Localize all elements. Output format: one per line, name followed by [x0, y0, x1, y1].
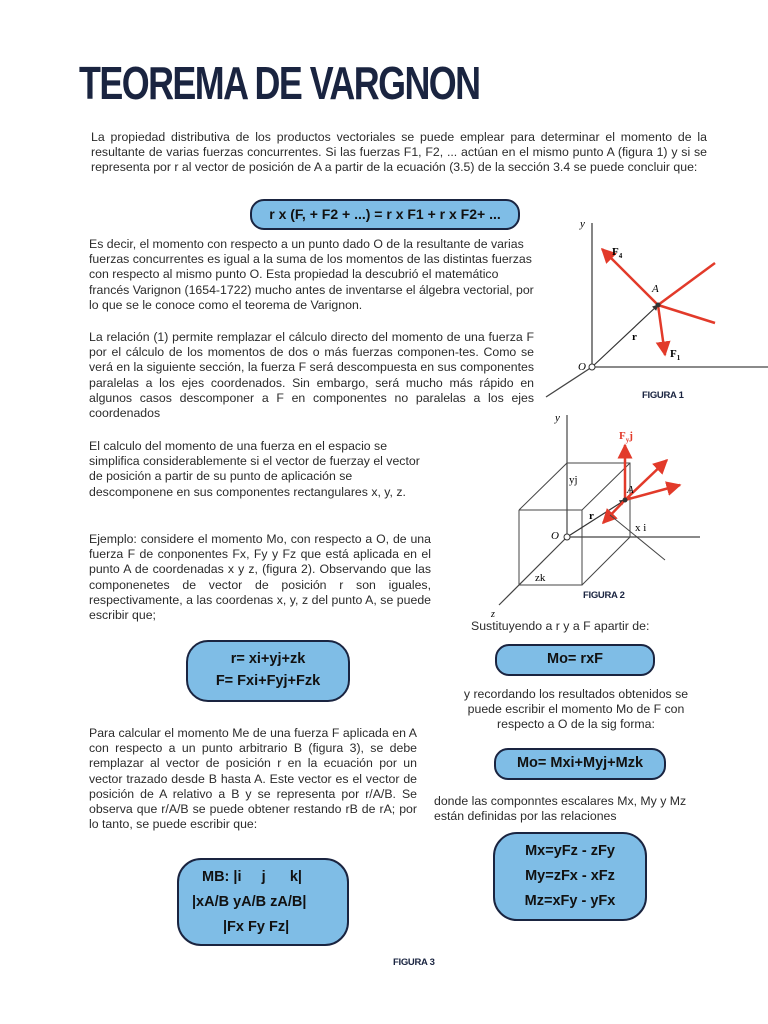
fig2-z-axis: [499, 537, 567, 605]
fig2-origin-point: [564, 534, 570, 540]
recalling-paragraph: y recordando los resultados obtenidos se puede escribir el momento Mo de F con respecto a O de la sig forma:: [463, 687, 689, 732]
fig1-label-a: A: [652, 283, 659, 295]
fig2-label-o: O: [551, 530, 559, 542]
fig1-f3-arrow: [658, 305, 715, 323]
formula-mx: Mx=yFz - zFy: [525, 843, 615, 859]
fig1-f4-arrow: [602, 249, 658, 305]
formula-my: My=zFx - xFz: [525, 868, 615, 884]
fig2-label-yj: yj: [569, 474, 578, 486]
page-title: TEOREMA DE VARGNON: [79, 57, 480, 109]
formula-mb-box: [177, 858, 349, 946]
fig2-label-y: y: [555, 412, 560, 424]
formula-mz: Mz=xFy - yFx: [524, 893, 616, 909]
formula-r: r= xi+yj+zk: [230, 651, 306, 667]
figure-2-diagram: [485, 405, 715, 620]
fig2-label-fy: $F_yj$: [619, 430, 633, 444]
formula-mb-row3: |Fx Fy Fz|: [223, 919, 290, 935]
fig2-r-vector: [567, 500, 625, 537]
example-paragraph: Ejemplo: considere el momento Mo, con respecto a O, de una fuerza F de conponentes Fx, Fy y Fz que está aplicada en el punto A de coordenadas x y z, (figura 2). Observando que las componenetes de vector de posición r son iguales, respectivamente, a las coordenas x, y, z del punto A, se puede escribir que;: [89, 532, 431, 623]
formula-components-box: [493, 832, 647, 921]
fig1-f1-arrow: [658, 305, 665, 355]
formula-mo-full: Mo= Mxi+Myj+Mzk: [516, 755, 644, 771]
formula-f: F= Fxi+Fyj+Fzk: [215, 673, 321, 689]
fig1-label-o: O: [578, 361, 586, 373]
figure-3-caption: FIGURA 3: [393, 957, 435, 968]
formula-mb-row1: MB: |i j k|: [202, 869, 302, 885]
fig1-r-vector: [592, 305, 658, 367]
fig2-label-a: A: [627, 484, 634, 496]
formula-main-box: [250, 199, 520, 230]
formula-mo: Mo= rxF: [547, 651, 603, 667]
intro-paragraph: La propiedad distributiva de los productos vectoriales se puede emplear para determinar el momento de la resultante de varias fuerzas concurrentes. Si las fuerzas F1, F2, ... actúan en el mismo punto A (figura 1) y si se representa por r al vector de posición de A a partir de la ecuación (3.5) de la sección 3.4 se puede concluir que:: [91, 130, 707, 175]
fig1-f2-arrow: [658, 263, 715, 305]
fig1-label-y: y: [580, 218, 585, 230]
fig1-label-f1: $F_1$: [670, 348, 681, 362]
formula-main: r x (F, + F2 + ...) = r x F1 + r x F2+ ...: [269, 206, 501, 222]
fig1-label-f4: $F_4$: [612, 246, 623, 260]
fig1-point-a: [656, 303, 661, 308]
fig1-origin-point: [589, 364, 595, 370]
fig2-label-z: z: [491, 609, 495, 620]
varignon-paragraph: Es decir, el momento con respecto a un punto dado O de la resultante de varias fuerzas concurrentes es igual a la suma de los momentos de las distintas fuerzas con respecto al mismo punto O. Esta propiedad la descubrió el matemático francés Varignon (1654-1722) mucho antes de inventarse el álgebra vectorial, por lo que se le conoce como el teorema de Varignon.: [89, 237, 534, 312]
formula-mo-full-box: [494, 748, 666, 780]
fig2-point-a: [623, 498, 628, 503]
me-paragraph: Para calcular el momento Me de una fuerza F aplicada en A con respecto a un punto arbitrario B (figura 3), se debe remplazar al vector de posición r en la ecuación por un vector trazado desde B hasta A. Este vector es el vector de posición de A relativo a B y se representa por r/A/B. Se observa que r/A/B se puede obtener restando rB de rA; por lo tanto, se puede escribir que:: [89, 726, 417, 832]
fig2-label-xi: x i: [635, 522, 647, 534]
figure-1-diagram: [540, 205, 768, 400]
fig1-label-r: r: [632, 331, 637, 343]
scalar-paragraph: donde las componntes escalares Mx, My y Mz están definidas por las relaciones: [434, 794, 687, 824]
substituting-paragraph: Sustituyendo a r y a F apartir de:: [471, 619, 650, 633]
figure-1-caption: FIGURA 1: [642, 390, 684, 401]
figure-2-caption: FIGURA 2: [583, 590, 625, 601]
space-paragraph: El calculo del momento de una fuerza en el espacio se simplifica considerablemente si el vector de fuerzay el vector de posición a partir de su punto de aplicación se descomponene en sus componentes rectangulares x, y, z.: [89, 439, 420, 499]
formula-mb-row2: |xA/B yA/B zA/B|: [192, 894, 307, 910]
fig2-label-zk: zk: [535, 572, 546, 584]
formula-rf-box: [186, 640, 350, 702]
fig2-label-r: r: [589, 510, 594, 522]
formula-mo-box: [495, 644, 655, 676]
relation-paragraph: La relación (1) permite remplazar el cálculo directo del momento de una fuerza F por el cálculo de los momentos de dos o más fuerzas componen-tes. Como se verá en la siguiente sección, la fuerza F será descompuesta en sus componentes paralelas a los ejes coordenados. Sin embargo, será mucho más rápido en algunos casos descomponer a F en componentes no paralelas a los ejes coordenados: [89, 330, 534, 421]
